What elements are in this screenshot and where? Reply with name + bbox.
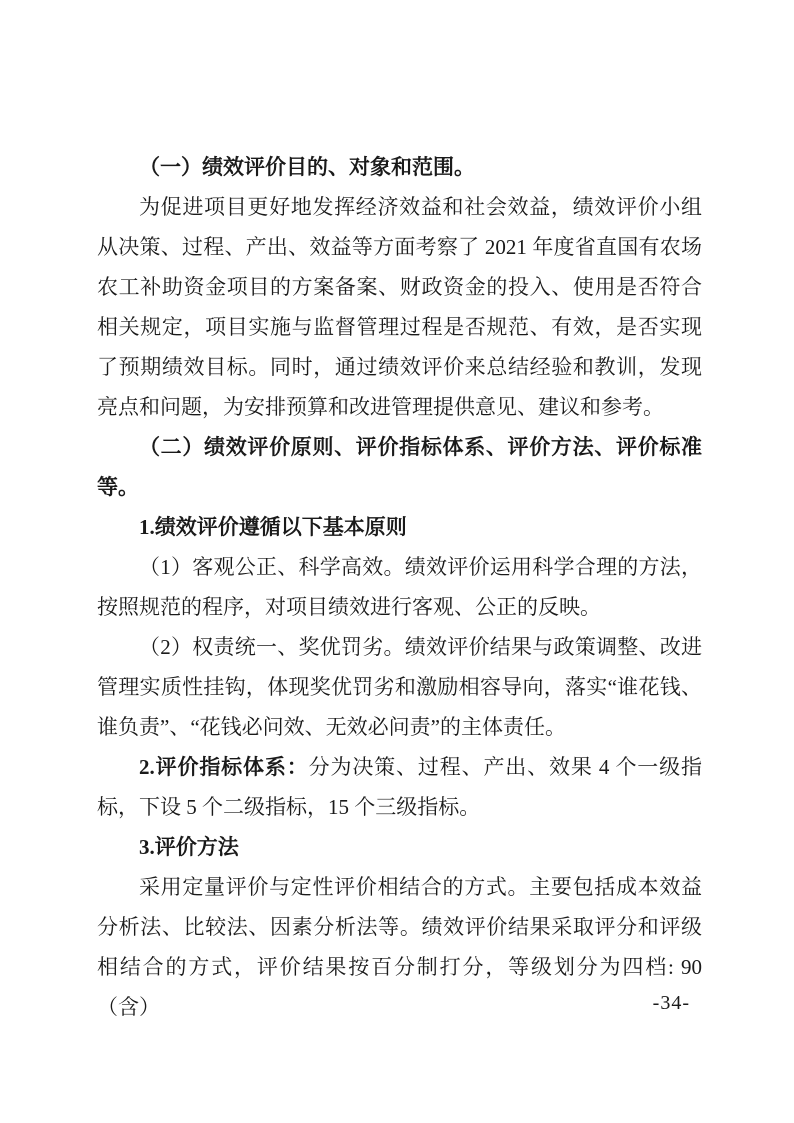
paragraph-principle-2: （2）权责统一、奖优罚劣。绩效评价结果与政策调整、改进管理实质性挂钩，体现奖优罚劣和激励相容导向，落实“谁花钱、谁负责”、“花钱必问效、无效必问责”的主体责任。: [97, 635, 702, 739]
indicator-system-lead: 2.评价指标体系：: [139, 755, 309, 779]
section-heading-2: （二）绩效评价原则、评价指标体系、评价方法、评价标准等。: [97, 435, 702, 499]
section-heading-1: （一）绩效评价目的、对象和范围。: [139, 155, 475, 179]
paragraph-purpose-scope: 为促进项目更好地发挥经济效益和社会效益，绩效评价小组从决策、过程、产出、效益等方面考察了 2021 年度省直国有农场农工补助资金项目的方案备案、财政资金的投入、使用是否符合相关规定，项目实施与监督管理过程是否规范、有效，是否实现了预期绩效目标。同时，通过绩效评价来总结经验和教训，发现亮点和问题，为安排预算和改进管理提供意见、建议和参考。: [97, 195, 702, 419]
paragraph-principle-1: （1）客观公正、科学高效。绩效评价运用科学合理的方法，按照规范的程序，对项目绩效进行客观、公正的反映。: [97, 555, 702, 619]
subheading-principles: 1.绩效评价遵循以下基本原则: [139, 515, 407, 539]
subheading-methods: 3.评价方法: [139, 835, 239, 859]
document-body: [97, 147, 702, 1027]
paragraph-methods: 采用定量评价与定性评价相结合的方式。主要包括成本效益分析法、比较法、因素分析法等。绩效评价结果采取评分和评级相结合的方式，评价结果按百分制打分，等级划分为四档: 90（含）: [97, 875, 702, 1019]
indicator-system-text: 分为决策、过程、产出、效果 4 个一级指标，下设 5 个二级指标，15 个三级指标。: [97, 755, 703, 819]
page-number: -34-: [652, 992, 690, 1014]
paragraph-indicator-system: [97, 747, 702, 827]
